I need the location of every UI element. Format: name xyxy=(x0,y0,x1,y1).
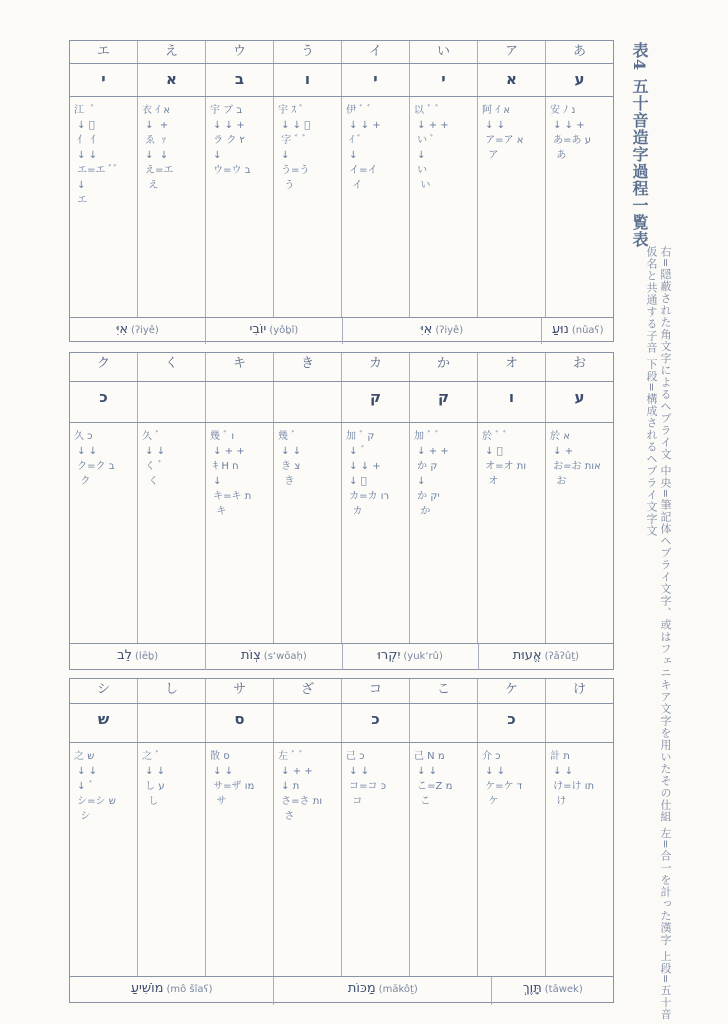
hebrew-cell xyxy=(545,704,613,742)
word-cell: מוֹשִׁיעַ (mô šîaʕ) xyxy=(130,981,213,996)
derivation-cell: 散 ס ↓ ↓ サ=ザ מו サ xyxy=(205,743,273,976)
word-cell: מַכּוֹת (mākôṯ) xyxy=(273,977,491,1005)
table-panel-2 xyxy=(69,352,614,670)
derivation-row xyxy=(70,97,613,318)
derivation-cell: 己 כ ↓ ↓ コ=コ כּ コ xyxy=(341,743,409,976)
derivation-row xyxy=(70,423,613,644)
hebrew-cell: ע xyxy=(545,382,613,422)
kana-cell: ク xyxy=(96,356,110,371)
derivation-cell: 幾 ﾞ ↓ ↓ き צ き xyxy=(273,423,341,643)
kana-cell: サ xyxy=(205,679,273,703)
derivation-cell: 宇 ブ ב ↓ ↓ + ラ ク ۲ ↓ ウ=ウ ב xyxy=(205,97,273,317)
hebrew-consonant-row xyxy=(70,64,613,97)
derivation-cell: 介 כ ↓ ↓ ケ=ケ ד ケ xyxy=(477,743,545,976)
word-cell: נוּעַ (nûaʕ) xyxy=(541,318,613,344)
derivation-cell: 於 א ↓ + お=お אות お xyxy=(545,423,613,643)
word-cell: אִיִּ (ʔiyê) xyxy=(116,322,159,337)
kana-cell: イ xyxy=(341,41,409,63)
word-row xyxy=(70,977,613,1005)
derivation-cell: 久 ﾞ ↓ ↓ く ﾞ く xyxy=(137,423,205,643)
derivation-cell: 幾 ﾞ ו ↓ + + ｷ H ח ↓ キ=キ ת キ xyxy=(205,423,273,643)
derivation-cell: 計 ת ↓ ↓ け=け תו け xyxy=(545,743,613,976)
hebrew-cell xyxy=(273,704,341,742)
kana-cell: ウ xyxy=(205,41,273,63)
derivation-cell: 加 ﾞ ﾞ ↓ + + か ק ↓ か יק か xyxy=(409,423,477,643)
kana-cell: ア xyxy=(477,41,545,63)
kana-header-row xyxy=(70,353,613,382)
hebrew-cell: ע xyxy=(545,64,613,96)
word-cell: אֱעוּת (ʔāʔûṯ) xyxy=(478,644,613,670)
kana-cell: き xyxy=(273,353,341,381)
kana-cell: オ xyxy=(477,353,545,381)
table-title: 表4 五十音造字過程一覧表 xyxy=(630,42,649,248)
derivation-cell: 阿 ｲ א ↓ ↓ ア=ア א ア xyxy=(477,97,545,317)
table-legend-note: 右=隠蔽された角文字によるヘブライ文 中央=筆記体ヘブライ文字、或はフェニキア文字を用いたその仕組 左=合一を計った漢字 上段=五十音仮名と共通する子音 下段=構成されるヘブライ文字文 xyxy=(645,246,672,1021)
kana-header-row xyxy=(70,41,613,64)
word-cell: אִיִּ (ʔiyê) xyxy=(342,318,542,344)
hebrew-cell xyxy=(409,704,477,742)
word-cell: יִקְרוּ (yuk‘rû) xyxy=(342,644,478,670)
hebrew-cell xyxy=(273,382,341,422)
hebrew-cell xyxy=(137,704,205,742)
hebrew-cell: ו xyxy=(273,64,341,96)
hebrew-cell: ב xyxy=(205,64,273,96)
table-panel-3 xyxy=(69,678,614,1003)
kana-cell: え xyxy=(137,41,205,63)
hebrew-consonant-row xyxy=(70,704,613,743)
hebrew-cell: ק xyxy=(409,382,477,422)
kana-cell: か xyxy=(409,353,477,381)
kana-cell: く xyxy=(137,353,205,381)
derivation-cell: 己 N מ ↓ ↓ こ=Z מ こ xyxy=(409,743,477,976)
word-cell: תָּוֶךְ (tāwek) xyxy=(491,977,613,1005)
derivation-cell: 衣 ｲ א ↓ + ゑ ｧ ↓ ↓ え=エ え xyxy=(137,97,205,317)
derivation-cell: 加 ﾞ ק ↓ ﾞ ↓ ↓ + ↓ ﾞ カ=カ רו カ xyxy=(341,423,409,643)
hebrew-cell: כ xyxy=(99,388,108,406)
hebrew-cell: א xyxy=(137,64,205,96)
hebrew-consonant-row xyxy=(70,382,613,423)
word-row xyxy=(70,318,613,344)
derivation-cell: 久 כ ↓ ↓ ク=ク ב ク xyxy=(74,431,115,487)
hebrew-cell: כ xyxy=(341,704,409,742)
derivation-cell: 宇 ｽ ﾞ ↓ ↓ ﾞ 字 ﾞ ﾞ ↓ う=う う xyxy=(273,97,341,317)
derivation-cell: 之 ש ↓ ↓ ↓ ﾞ シ=シ ש シ xyxy=(74,751,116,822)
kana-cell: ざ xyxy=(273,679,341,703)
derivation-cell: 江 ﾞ ↓ ﾞ ⺅ ⺅ ↓ ↓ エ=エ ﾞﾞ ↓ エ xyxy=(74,105,119,206)
hebrew-cell: י xyxy=(341,64,409,96)
hebrew-cell: ש xyxy=(97,710,110,728)
kana-cell: エ xyxy=(96,44,110,59)
hebrew-cell: כ xyxy=(477,704,545,742)
kana-header-row xyxy=(70,679,613,704)
derivation-cell: 左 ﾞ ﾞ ↓ + + ↓ ת さ=さ ות さ xyxy=(273,743,341,976)
hebrew-cell: ס xyxy=(205,704,273,742)
kana-cell: ケ xyxy=(477,679,545,703)
kana-cell: シ xyxy=(96,682,110,697)
hebrew-cell xyxy=(205,382,273,422)
derivation-cell: 以 ﾞ ﾞ ↓ + + い ﾞ ↓ い い xyxy=(409,97,477,317)
kana-cell: キ xyxy=(205,353,273,381)
derivation-row xyxy=(70,743,613,977)
derivation-cell: 安 ﾉ נ ↓ ↓ + あ=あ ע あ xyxy=(545,97,613,317)
hebrew-cell xyxy=(137,382,205,422)
derivation-cell: 之 ﾞ ↓ ↓ し ע し xyxy=(137,743,205,976)
table-panel-1 xyxy=(69,40,614,342)
hebrew-cell: ו xyxy=(477,382,545,422)
derivation-cell: 伊 ﾞ ﾞ ↓ ↓ + ｲ ﾞ ↓ イ=イ イ xyxy=(341,97,409,317)
hebrew-cell: ק xyxy=(341,382,409,422)
kana-cell: コ xyxy=(341,679,409,703)
kana-cell: う xyxy=(273,41,341,63)
hebrew-cell: י xyxy=(409,64,477,96)
kana-cell: お xyxy=(545,353,613,381)
word-cell: יוֹבִי (yôḇî) xyxy=(205,318,341,344)
word-row xyxy=(70,644,613,670)
kana-cell: け xyxy=(545,679,613,703)
hebrew-cell: י xyxy=(101,70,106,88)
kana-cell: い xyxy=(409,41,477,63)
word-cell: לֵב (lēḇ) xyxy=(117,648,159,663)
word-cell: צְוֹת (s‘wōaḥ) xyxy=(205,644,341,670)
hebrew-cell: א xyxy=(477,64,545,96)
kana-cell: こ xyxy=(409,679,477,703)
derivation-cell: 於 ﾞ ﾞ ↓ ﾞ オ=オ ות オ xyxy=(477,423,545,643)
kana-cell: し xyxy=(137,679,205,703)
kana-cell: カ xyxy=(341,353,409,381)
kana-cell: あ xyxy=(545,41,613,63)
